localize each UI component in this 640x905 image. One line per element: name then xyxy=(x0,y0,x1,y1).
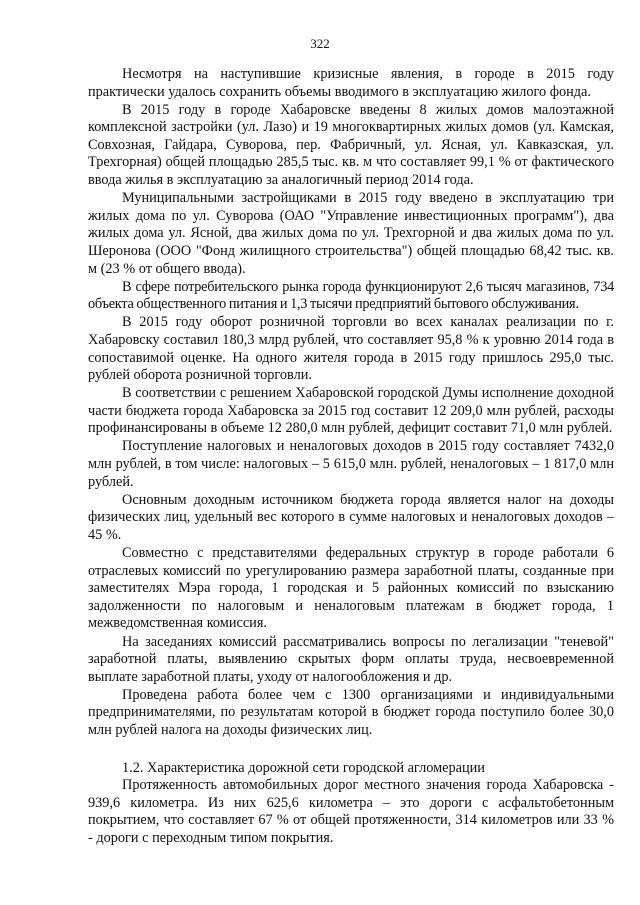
page-number: 322 xyxy=(310,36,330,51)
paragraph-retail-turnover: В 2015 году оборот розничной торговли во всех каналах реализации по г. Хабаровску составил 180,3 млрд рублей, что составляет 95,8 % к уровню 2014 года в сопоставимой оценке. На одного жителя города в 2015 году пришлось 295,0 тыс. рублей оборота розничной торговли. xyxy=(88,314,614,384)
paragraph-commissions: Совместно с представителями федеральных структур в городе работали 6 отраслевых комиссий по урегулированию размера заработной платы, созданные при заместителях Мэра города, 1 городская и 5 районных комиссий по взысканию задолженности по налоговым и неналоговым платежам в бюджет города, 1 межведомственная комиссия. xyxy=(88,545,614,632)
paragraph-housing-commissioned: В 2015 году в городе Хабаровске введены 8 жилых домов малоэтажной комплексной застройки (ул. Лазо) и 19 многоквартирных жилых домов (ул. Камская, Совхозная, Гайдара, Суворова, пер. Фабричный, ул. Ясная, ул. Кавказская, ул. Трехгорная) общей площадью 285,5 тыс. кв. м что составляет 99,1 % от фактического ввода жилья в эксплуатацию за аналогичный период 2014 года. xyxy=(88,101,614,189)
paragraph-organizations-work: Проведена работа более чем с 1300 организациями и индивидуальными предпринимателями, по результатам которой в бюджет города поступило более 30,0 млн рублей налога на доходы физических лиц. xyxy=(88,686,614,738)
paragraph-municipal-developers: Муниципальными застройщиками в 2015 году введено в эксплуатацию три жилых дома по ул. Суворова (ОАО "Управление инвестиционных программ"), два жилых дома ул. Ясной, два жилых дома по ул. Трехгорной и два жилых дома по ул. Шеронова (ООО "Фонд жилищного строительства") общей площадью 68,42 тыс. кв. м (23 % от общего ввода). xyxy=(88,190,614,277)
document-body xyxy=(88,66,614,848)
paragraph-housing-intro: Несмотря на наступившие кризисные явления, в городе в 2015 году практически удалось сохранить объемы вводимого в эксплуатацию жилого фонда. xyxy=(88,66,614,100)
paragraph-tax-revenue: Поступление налоговых и неналоговых доходов в 2015 году составляет 7432,0 млн рублей, в том числе: налоговых – 5 615,0 млн. рублей, неналоговых – 1 817,0 млн рублей. xyxy=(88,438,614,490)
paragraph-budget-execution: В соответствии с решением Хабаровской городской Думы исполнение доходной части бюджета города Хабаровска за 2015 год составит 12 209,0 млн рублей, расходы профинансированы в объеме 12 280,0 млн рублей, дефицит составит 71,0 млн рублей. xyxy=(88,385,614,437)
section-heading: 1.2. Характеристика дорожной сети городской агломерации xyxy=(122,759,485,776)
paragraph-road-network: Протяженность автомобильных дорог местного значения города Хабаровска - 939,6 километра. Из них 625,6 километра – это дороги с асфальтобетонным покрытием, что составляет 67 % от общей протяженности, 314 километров или 33 % - дороги с переходным типом покрытия. xyxy=(88,777,614,846)
paragraph-consumer-market: В сфере потребительского рынка города функционируют 2,6 тысяч магазинов, 734 объекта общественного питания и 1,3 тысячи предприятий бытового обслуживания. xyxy=(88,278,614,313)
paragraph-commission-meetings: На заседаниях комиссий рассматривались вопросы по легализации "теневой" заработной платы, выявлению скрытых форм оплаты труда, несвоевременной выплате заработной платы, уходу от налогообложения и др. xyxy=(88,633,614,685)
paragraph-income-tax: Основным доходным источником бюджета города является налог на доходы физических лиц, удельный вес которого в сумме налоговых и неналоговых доходов – 45 %. xyxy=(88,491,614,543)
